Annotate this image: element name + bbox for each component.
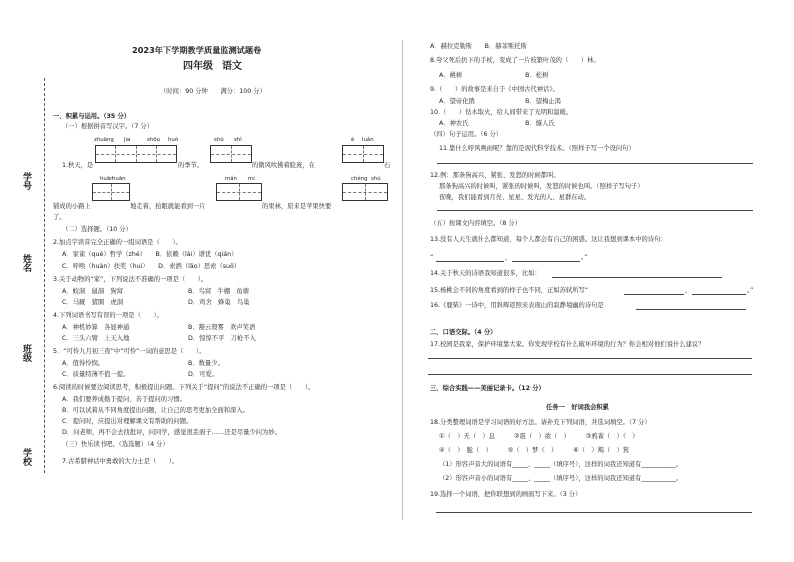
- column-divider: [402, 40, 403, 520]
- section-1-heading: 一、积累与运用。（35 分）: [53, 113, 131, 120]
- pinyin: mí: [248, 176, 255, 182]
- q1-text: 地走着，抬眼就能看到一片: [130, 203, 206, 210]
- q10-options: A．神农氏 B．燧人氏: [439, 120, 555, 127]
- q17-text: 17.校园是我家，保护环境靠大家。你发现学校有什么破坏环境的行为？你会相对他们说什么建议？: [430, 341, 705, 348]
- pinyin: è: [351, 137, 355, 143]
- answer-grid[interactable]: [210, 145, 252, 163]
- answer-line[interactable]: [437, 163, 753, 164]
- pinyin: shú: [371, 176, 381, 182]
- answer-line[interactable]: [636, 309, 746, 310]
- q1-text: 1.秋天，是: [62, 162, 94, 169]
- q15-text: 15.杨桃会不同的角度看到的样子也不同，正如苏轼所写“: [430, 287, 589, 294]
- q3-option: D．鸡舍 蜂巢 鸟巢: [188, 299, 250, 306]
- answer-line[interactable]: [428, 374, 752, 375]
- q6-option: D．问老师，再不会去找批评，问同学，感觉很丢面子……还是尽量少问为妙。: [62, 429, 281, 436]
- q6-text: 6.阅读的时候要边阅读思考，积极提出问题。下列关于“提问”的说法不正确的一项是（ ）。: [53, 384, 315, 391]
- q16-text: 16.《鹿柴》一诗中，用斜辉返照来表现山的寂静境幽的诗句是: [430, 302, 604, 309]
- q18-fill: （2）形容声音小的词语有_____、_____（填序号），这样的词我还知道有___________。: [439, 475, 683, 482]
- answer-line[interactable]: [692, 294, 746, 295]
- q6-option: C．提问时，应提出对理解课文有帮助的问题。: [62, 418, 193, 425]
- page-title: 2023年下学期教学质量监测试题卷: [132, 45, 262, 55]
- q1-text: 的季节。: [178, 162, 204, 169]
- q18-fill: （1）形容声音大的词语有_____、_____（填序号），这样的词我还知道有___________。: [439, 461, 683, 468]
- q19-text: 19.选择一个词语，把你联想到的画面写下来。（3 分）: [430, 491, 582, 498]
- answer-line[interactable]: [552, 277, 722, 278]
- answer-line[interactable]: [428, 358, 752, 359]
- subsection-fill: （五）按课文内容填空。（8 分）: [430, 220, 522, 227]
- q3-text: 3.关于动物的“家”，下列说法不准确的一项是（ ）。: [53, 276, 208, 283]
- q13-quote: ，: [505, 254, 512, 261]
- pinyin: mán: [225, 176, 237, 182]
- subsection-pinyin: （一）根据拼音写汉字。（7 分）: [62, 123, 154, 130]
- grade-label: 四年级: [183, 61, 213, 72]
- q8-text: 8.夸父死后扔下的手杖，变成了一片枝繁叶茂的（ ）林。: [430, 57, 600, 64]
- pinyin: shōu: [147, 137, 160, 143]
- q4-text: 4.下列词语书写有误的一项是（ ）。: [53, 312, 163, 319]
- side-label-id: 学号: [21, 172, 31, 190]
- pinyin: luǎn: [362, 137, 374, 143]
- answer-line[interactable]: [624, 294, 684, 295]
- q4-option: C．三头六臂 上天入地: [62, 335, 130, 342]
- side-label-school: 学校: [21, 448, 31, 466]
- q13-text: 13.没有人天生就什么都知道，每个人都会有自己的困惑。这让我想到课本中的诗句：: [430, 236, 667, 243]
- pinyin: shì: [234, 137, 242, 143]
- q4-option: A．神机妙算 各显神通: [62, 324, 130, 331]
- exam-info: （时间：90 分钟 满分：100 分）: [160, 88, 266, 95]
- q1-text: 铺成的小路上: [53, 203, 91, 210]
- q2-options: A．家雀（què）哲学（zhé） B．依赖（lài）谱优（qián）: [62, 251, 238, 258]
- q11-text: 11.靠什么呼风唤雨呢？靠的是现代科学技术。（照样子写一个设问句）: [439, 145, 635, 152]
- pinyin: huān: [100, 176, 114, 182]
- pinyin: zhuāng: [94, 137, 114, 143]
- side-label-name: 姓名: [21, 254, 31, 272]
- q18-row: ④（ ） 脆（ ） ⑤（ ）梦（ ） ⑥（ ）羯（ ）箕: [439, 447, 630, 454]
- q5-text: 5．“可怜九月初三夜”中“可怜”一词的意思是（ ）。: [53, 348, 206, 355]
- q14-text: 14.关于秋天的诗语我知道很多，比如：: [430, 270, 541, 277]
- q13-quote: 。”: [581, 254, 588, 261]
- q6-option: A．我们要养成勤于提问、善于提问的习惯。: [62, 396, 186, 403]
- q7-options: A．赫拉克勒斯 B．赫菲斯托斯: [430, 43, 527, 50]
- pinyin: shū: [214, 137, 224, 143]
- subject-label: 语文: [222, 61, 242, 72]
- q9-text: 9.（ ）的故事是来自于《中国古代神话》。: [430, 86, 559, 93]
- q1-text: 的微风吹拂着脸庞，在: [252, 162, 315, 169]
- q7-text: 7.古希腊神话中勇敢的大力士是（ ）。: [62, 458, 179, 465]
- q5-option: B．数量少。: [188, 360, 224, 367]
- pinyin: jia: [124, 137, 131, 143]
- q18-text: 18.分类整理词语是学习词语的好方法。请补充下列词语，并选词填空。（7 分）: [430, 419, 651, 426]
- q15-text: 。”: [747, 287, 754, 294]
- q9-options: A．望帝化鹃 B．望梅止渴: [439, 98, 561, 105]
- q5-option: C．质量特薄不值一提。: [62, 371, 130, 378]
- q4-option: B．豁云殼雾 欢声笑语: [188, 324, 256, 331]
- answer-grid[interactable]: [342, 183, 388, 201]
- q18-row: ①（ ）无（ ）息 ②震（ ）欲（ ） ③鸦雀（ ）（ ）: [439, 433, 639, 440]
- q8-options: A．桃树 B．松树: [439, 72, 549, 79]
- section-2-heading: 二、口语交际。（4 分）: [430, 329, 497, 336]
- q5-option: D．可爱。: [188, 371, 219, 378]
- q12-example: 那条狗高兴的时候叫，紧张的时候叫，发怒的时候也叫。（照样子写句子）: [439, 183, 644, 190]
- subsection-sentence: （四）句子运用。（6 分）: [430, 131, 503, 138]
- q10-text: 10.（ ）钻木取火，给人间带来了光明和温暖。: [430, 109, 573, 116]
- q12-example: 12.例：那条狗高兴、紧张、发怒的时候都叫。: [430, 172, 560, 179]
- answer-grid[interactable]: [92, 183, 130, 201]
- q1-text: 石: [384, 162, 391, 169]
- section-3-heading: 三、综合实践——美丽记录卡。（12 分）: [430, 385, 545, 392]
- task-title: 任务一 好词我会积累: [546, 404, 609, 411]
- q12-text: 夜晚，我们能看到月亮、星星、发光的人、星群在动。: [439, 194, 591, 201]
- side-label-class: 班级: [21, 344, 31, 362]
- q2-text: 2.加点字读音完全正确的一组词语是（ ）。: [53, 239, 182, 246]
- answer-grid[interactable]: [216, 183, 262, 201]
- q2-options: C．呼唤（huàn）扶奖（huì） D．索洒（lǎo）思索（suǒ）: [62, 263, 241, 270]
- binding-line: [44, 78, 45, 473]
- pinyin: huò: [168, 137, 179, 143]
- answer-grid[interactable]: [342, 145, 384, 163]
- q3-option: B．鸟窝 牛棚 鱼塘: [188, 288, 249, 295]
- answer-line[interactable]: [512, 261, 580, 262]
- q3-option: A．蛟洞 鼠洞 狗窝: [62, 288, 123, 295]
- q3-option: C．马厩 猪圈 虎洞: [62, 299, 124, 306]
- q5-option: A．值得怜悯。: [62, 360, 105, 367]
- q1-text: 的果林，原来是苹果快要: [262, 203, 332, 210]
- subsection-reading: （三）快乐读书吧。（选选题）（4 分）: [62, 441, 169, 448]
- answer-line[interactable]: [436, 261, 504, 262]
- q1-text: 了。: [53, 214, 66, 221]
- q15-text: ，: [685, 287, 692, 294]
- answer-line[interactable]: [436, 512, 752, 513]
- q4-option: D．惊惊不平 刀枪不入: [188, 335, 256, 342]
- pinyin: huān: [112, 176, 126, 182]
- subsection-choice: （二）选择题。（10 分）: [62, 226, 132, 233]
- pinyin: chéng: [351, 176, 368, 182]
- answer-grid[interactable]: [95, 145, 177, 163]
- q13-quote: “: [430, 254, 434, 261]
- answer-line[interactable]: [437, 210, 753, 211]
- q6-option: B．可以试着从不同角度提出问题，让自己的思考更加全面和深入。: [62, 407, 249, 414]
